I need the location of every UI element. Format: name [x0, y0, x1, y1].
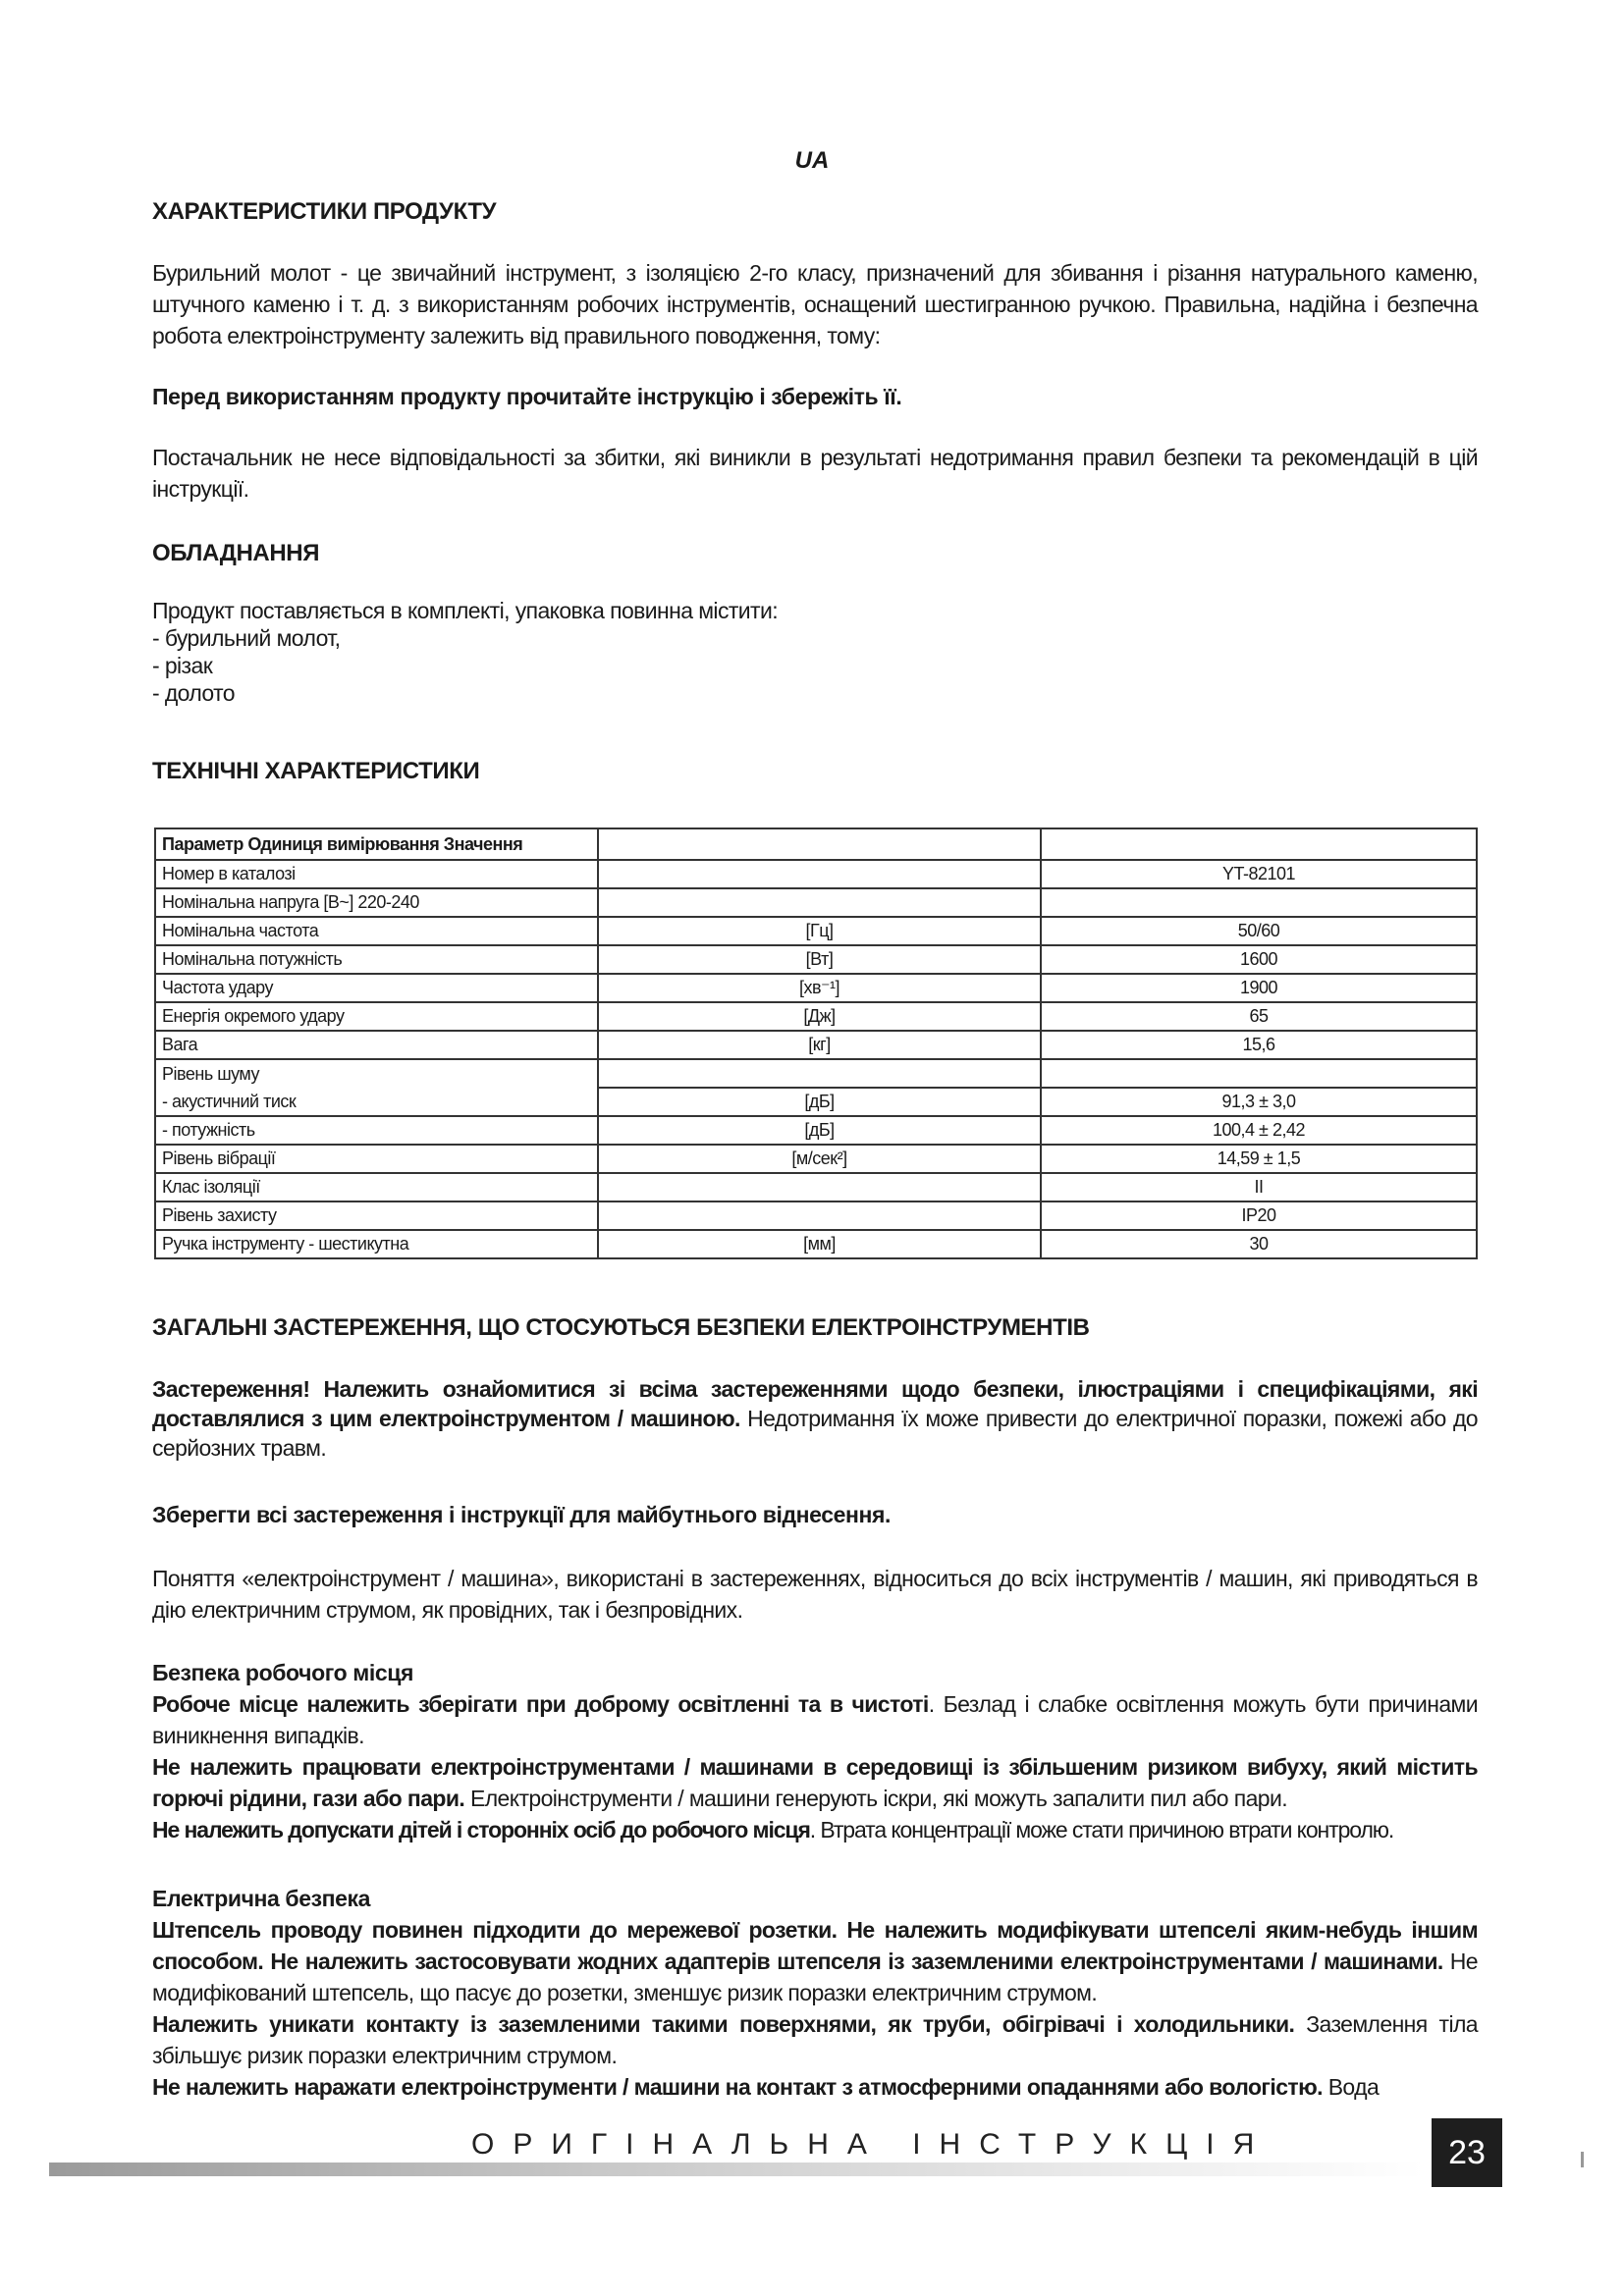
power-tool-definition: Поняття «електроінструмент / машина», використані в застереженнях, відноситься до всіх інструментів / машин, які приводяться в дію електричним струмом, як провідних, так і безпровідних.: [152, 1566, 1478, 1623]
param-cell: Номінальна потужність: [155, 945, 598, 974]
param-cell: Енергія окремого удару: [155, 1002, 598, 1031]
electrical-rule-bold: Штепсель проводу повинен підходити до мережевої розетки. Не належить модифікувати штепселі яким-небудь іншим способом. Не належить застосовувати жодних адаптерів штепселя із заземленими електроінструментами / машинами.: [152, 1917, 1478, 1974]
param-cell: Ручка інструменту - шестикутна: [155, 1230, 598, 1258]
param-cell: - потужність: [155, 1116, 598, 1145]
param-cell: Рівень шуму: [155, 1059, 598, 1088]
footer-gradient-bar: [49, 2163, 1424, 2176]
value-cell: 14,59 ± 1,5: [1041, 1145, 1477, 1173]
value-cell: 30: [1041, 1230, 1477, 1258]
electrical-heading: Електрична безпека: [152, 1886, 371, 1911]
table-row: [155, 917, 1477, 945]
table-row: [155, 888, 1477, 917]
table-row: [155, 974, 1477, 1002]
unit-cell: [598, 1173, 1041, 1201]
table-row: [155, 1201, 1477, 1230]
product-description: Бурильний молот - це звичайний інструмент, з ізоляцією 2-го класу, призначений для збивання і різання натурального каменю, штучного каменю і т. д. з використанням робочих інструментів, оснащений шестигранною ручкою. Правильна, надійна і безпечна робота електроінструменту залежить від правильного поводження, тому:: [152, 260, 1478, 348]
value-cell: [1041, 888, 1477, 917]
param-cell: Клас ізоляції: [155, 1173, 598, 1201]
equipment-list: [152, 597, 1478, 707]
table-row: [155, 1088, 1477, 1116]
table-row: [155, 1059, 1477, 1088]
work-rule-bold: Не належить допускати дітей і сторонніх осіб до робочого місця: [152, 1817, 810, 1842]
value-cell: 91,3 ± 3,0: [1041, 1088, 1477, 1116]
unit-cell: [Дж]: [598, 1002, 1041, 1031]
general-warning-rest: Недотримання їх може привести до електричної поразки, пожежі або до серйозних травм.: [152, 1406, 1478, 1461]
general-warning: [152, 1374, 1478, 1463]
equipment-item: - бурильний молот,: [152, 625, 341, 651]
page-edge-mark: [1581, 2152, 1584, 2167]
electrical-rule-bold: Не належить наражати електроінструменти / машини на контакт з атмосферними опаданнями або вологістю.: [152, 2074, 1323, 2100]
equipment-heading: ОБЛАДНАННЯ: [152, 540, 320, 566]
page-number: 23: [1432, 2118, 1502, 2187]
table-row: [155, 1031, 1477, 1059]
read-instructions-note: Перед використанням продукту прочитайте інструкцію і збережіть її.: [152, 384, 902, 409]
table-row: [155, 1145, 1477, 1173]
unit-cell: [Гц]: [598, 917, 1041, 945]
work-rule-text: Електроінструменти / машини генерують іскри, які можуть запалити пил або пари.: [464, 1786, 1288, 1811]
table-row: [155, 945, 1477, 974]
work-rule-text: . Безлад і слабке освітлення можуть бути причинами виникнення випадків.: [152, 1691, 1478, 1748]
param-cell: Частота удару: [155, 974, 598, 1002]
unit-cell: [мм]: [598, 1230, 1041, 1258]
unit-cell: [598, 860, 1041, 888]
specifications-table: [154, 828, 1478, 1259]
unit-cell: [кг]: [598, 1031, 1041, 1059]
value-cell: 15,6: [1041, 1031, 1477, 1059]
product-heading: ХАРАКТЕРИСТИКИ ПРОДУКТУ: [152, 198, 497, 225]
unit-cell: [598, 1201, 1041, 1230]
table-row: [155, 1116, 1477, 1145]
value-cell: 1600: [1041, 945, 1477, 974]
liability-text: Постачальник не несе відповідальності за збитки, які виникли в результаті недотримання правил безпеки та рекомендацій в цій інструкції.: [152, 445, 1478, 502]
unit-cell: [598, 888, 1041, 917]
value-cell: 1900: [1041, 974, 1477, 1002]
unit-cell: [598, 1059, 1041, 1088]
tech-heading: ТЕХНІЧНІ ХАРАКТЕРИСТИКИ: [152, 758, 480, 784]
language-code: UA: [794, 147, 830, 174]
table-header: Параметр Одиниця вимірювання Значення: [155, 828, 598, 860]
param-cell: - акустичний тиск: [155, 1088, 598, 1116]
value-cell: [1041, 1059, 1477, 1088]
table-row: [155, 1230, 1477, 1258]
value-cell: YT-82101: [1041, 860, 1477, 888]
work-area-heading: Безпека робочого місця: [152, 1660, 413, 1685]
unit-cell: [дБ]: [598, 1088, 1041, 1116]
equipment-item: - різак: [152, 653, 213, 678]
param-cell: Вага: [155, 1031, 598, 1059]
work-rule-bold: Робоче місце належить зберігати при доброму освітленні та в чистоті: [152, 1691, 929, 1717]
table-row: [155, 1002, 1477, 1031]
keep-instructions-note: Зберегти всі застереження і інструкції для майбутнього віднесення.: [152, 1502, 891, 1527]
footer-title: ОРИГІНАЛЬНА ІНСТРУКЦІЯ: [471, 2128, 1273, 2161]
param-cell: Номінальна напруга [В~] 220-240: [155, 888, 598, 917]
value-cell: IP20: [1041, 1201, 1477, 1230]
table-row: [155, 1173, 1477, 1201]
general-safety-heading: ЗАГАЛЬНІ ЗАСТЕРЕЖЕННЯ, ЩО СТОСУЮТЬСЯ БЕЗПЕКИ ЕЛЕКТРОІНСТРУМЕНТІВ: [152, 1314, 1090, 1341]
param-cell: Номер в каталозі: [155, 860, 598, 888]
general-warning-bold: Застереження! Належить ознайомитися зі всіма застереженнями щодо безпеки, ілюстраціями і специфікаціями, які доставлялися з цим електроінструментом / машиною.: [152, 1376, 1478, 1431]
value-cell: 100,4 ± 2,42: [1041, 1116, 1477, 1145]
unit-cell: [Вт]: [598, 945, 1041, 974]
unit-cell: [хв⁻¹]: [598, 974, 1041, 1002]
work-rule-bold: Не належить працювати електроінструментами / машинами в середовищі із збільшеним ризиком вибуху, який містить горючі рідини, гази або пари.: [152, 1754, 1478, 1811]
param-cell: Рівень захисту: [155, 1201, 598, 1230]
unit-cell: [м/сек²]: [598, 1145, 1041, 1173]
electrical-rule-text: Вода: [1322, 2074, 1380, 2100]
electrical-safety: [152, 1883, 1478, 2103]
equipment-intro: Продукт поставляється в комплекті, упаковка повинна містити:: [152, 598, 778, 623]
table-header-empty: [598, 828, 1041, 860]
electrical-rule-text: Заземлення тіла збільшує ризик поразки електричним струмом.: [152, 2011, 1478, 2068]
param-cell: Номінальна частота: [155, 917, 598, 945]
unit-cell: [дБ]: [598, 1116, 1041, 1145]
table-header-empty: [1041, 828, 1477, 860]
table-header-row: [155, 828, 1477, 860]
work-area-safety: [152, 1657, 1478, 1845]
table-row: [155, 860, 1477, 888]
param-cell: Рівень вібрації: [155, 1145, 598, 1173]
equipment-item: - долото: [152, 680, 235, 706]
value-cell: 50/60: [1041, 917, 1477, 945]
work-rule-text: . Втрата концентрації може стати причиною втрати контролю.: [809, 1817, 1394, 1842]
electrical-rule-text: Не модифікований штепсель, що пасує до розетки, зменшує ризик поразки електричним струмом.: [152, 1949, 1478, 2005]
value-cell: II: [1041, 1173, 1477, 1201]
value-cell: 65: [1041, 1002, 1477, 1031]
electrical-rule-bold: Належить уникати контакту із заземленими такими поверхнями, як труби, обігрівачі і холодильники.: [152, 2011, 1295, 2037]
